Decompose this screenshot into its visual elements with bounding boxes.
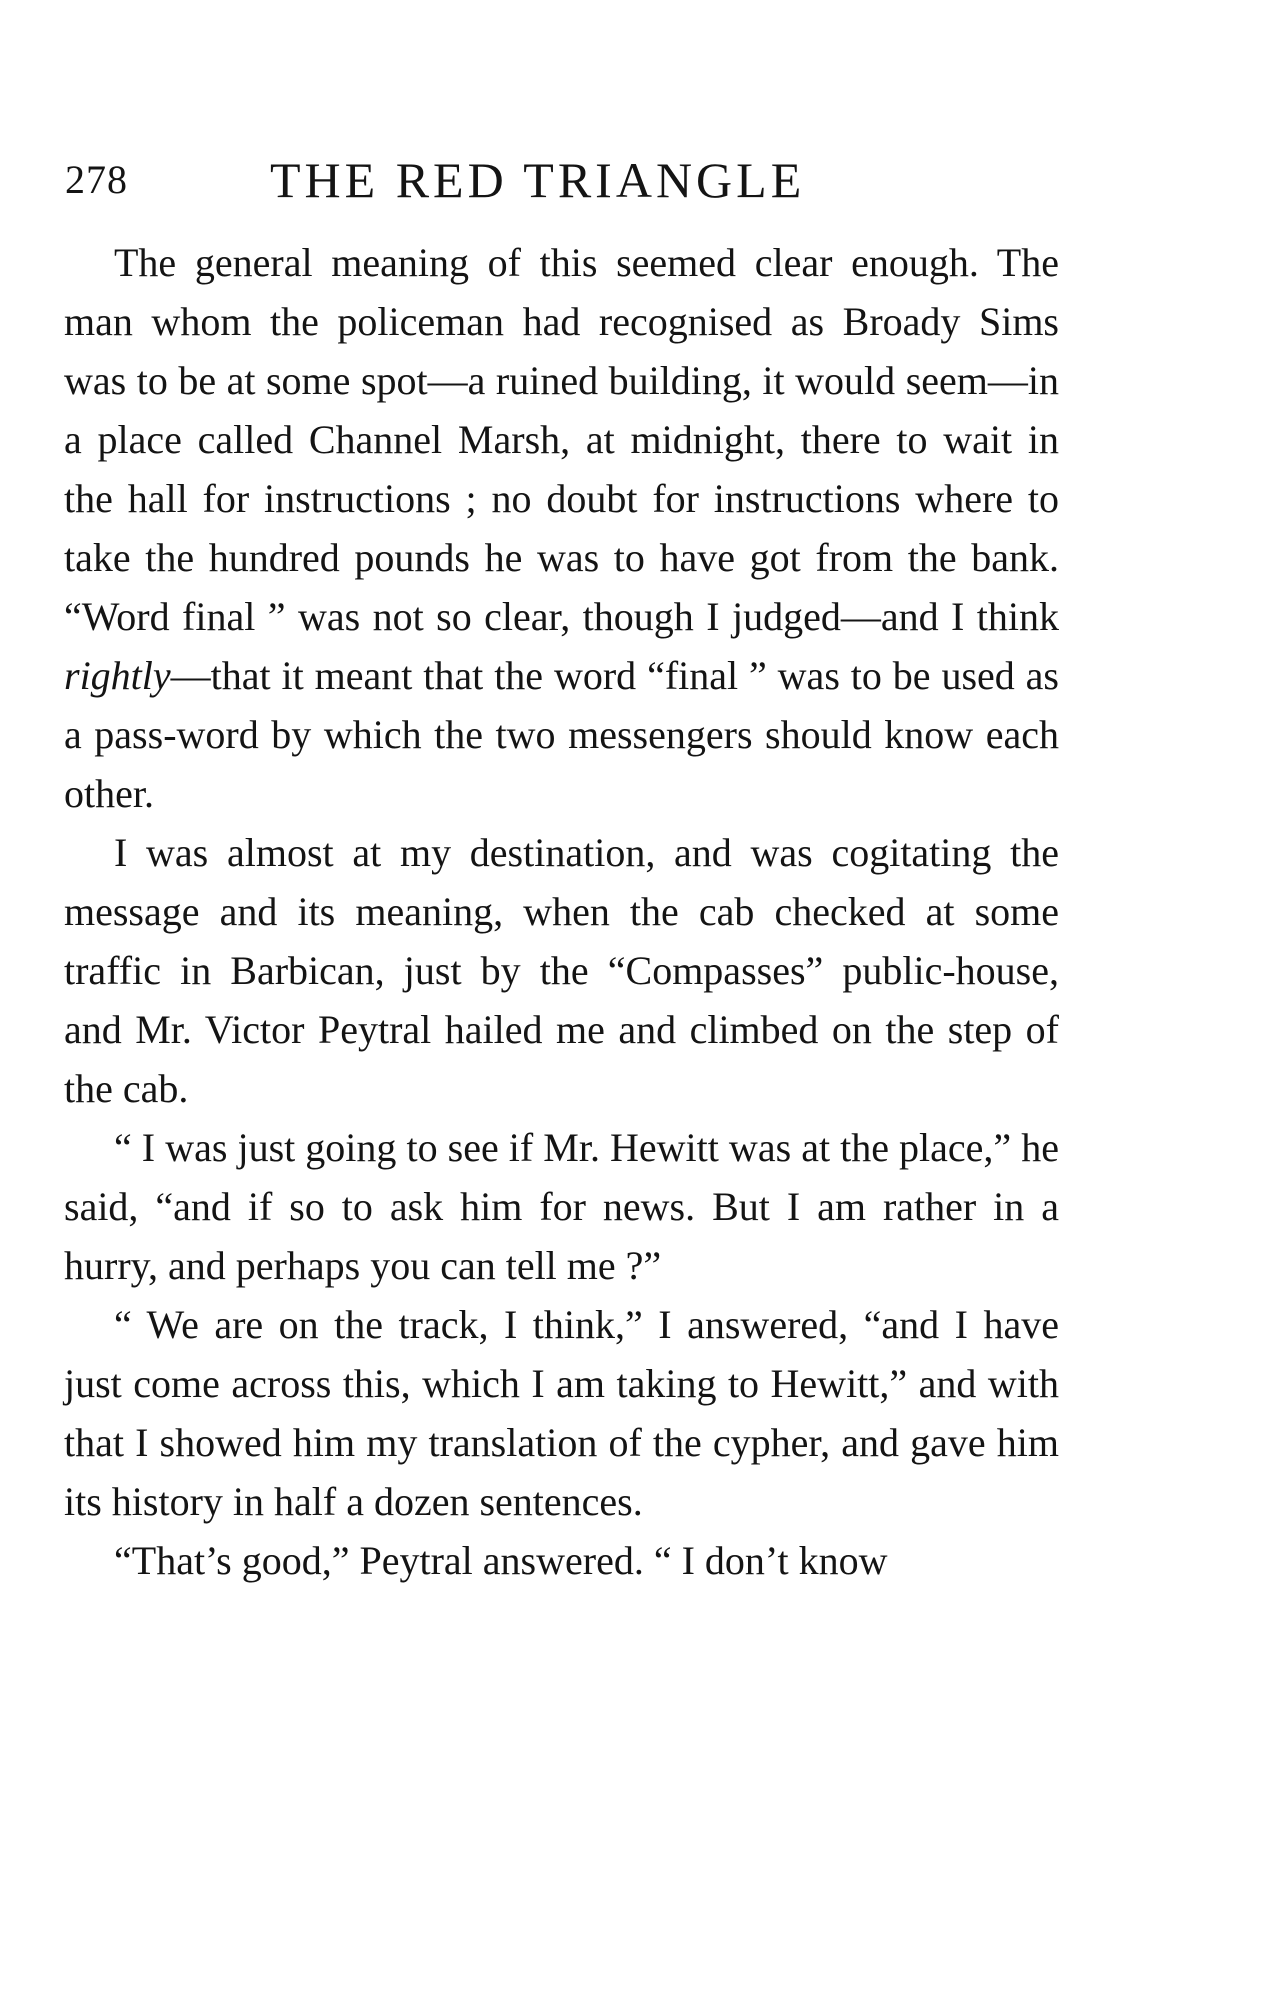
paragraph-1 [64,233,1059,823]
body-text [64,233,1059,1590]
paragraph-2: I was almost at my destination, and was cogitating the message and its meaning, when the cab checked at some traffic in Barbican, just by the “Compasses” public-house, and Mr. Victor Peytral hailed me and climbed on the step of the cab. [64,830,1059,1111]
book-title: THE RED TRIANGLE [270,152,806,208]
paragraph-1-text: The general meaning of this seemed clear enough. The man whom the policeman had recognised as Broady Sims was to be at some spot—a ruined building, it would seem—in a place called Channel Marsh, at midnight, there to wait in the hall for instructions ; no doubt for instructions where to take the hundred pounds he was to have got from the bank. “Word final ” was not so clear, though I judged—and I think [64,240,1059,639]
paragraph-3: “ I was just going to see if Mr. Hewitt was at the place,” he said, “and if so to ask him for news. But I am rather in a hurry, and perhaps you can tell me ?” [64,1125,1059,1288]
paragraph-4: “ We are on the track, I think,” I answered, “and I have just come across this, which I am taking to Hewitt,” and with that I showed him my translation of the cypher, and gave him its history in half a dozen sentences. [64,1302,1059,1524]
running-head [65,145,1065,215]
italic-word: rightly [64,653,171,698]
paragraph-5: “That’s good,” Peytral answered. “ I don’t know [114,1538,888,1583]
paragraph-1-text-continued: —that it meant that the word “final ” was to be used as a pass-word by which the two messengers should know each other. [64,653,1059,816]
page-number: 278 [65,157,128,202]
